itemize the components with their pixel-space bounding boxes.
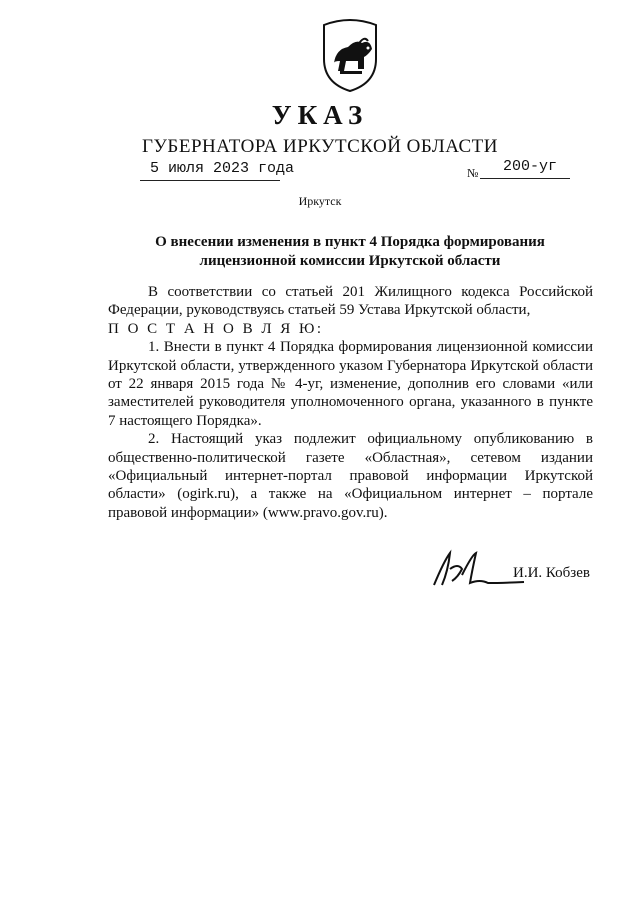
document-number: 200-уг [503, 158, 558, 175]
number-underline [480, 178, 570, 179]
item-2-paragraph: 2. Настоящий указ подлежит официальному опубликованию в общественно-политической газете «Областная», сетевом издании «Официальный интернет-портал правовой информации Иркутской области» (ogirk.ru), а также на «Официальном интернет – портале правовой информации» (www.pravo.gov.ru). [108, 431, 593, 521]
document-heading [100, 233, 600, 271]
signer-name: И.И. Кобзев [513, 565, 590, 581]
number-sign: № [467, 166, 479, 180]
document-date: 5 июля 2023 года [150, 160, 295, 177]
item-1-paragraph: 1. Внести в пункт 4 Порядка формирования лицензионной комиссии Иркутской области, утвержденного указом Губернатора Иркутской области от 22 января 2015 года № 4-уг, изменение, дополнив его словами «или заместителей руководителя уполномоченного органа, указанного в пункте 7 настоящего Порядка». [108, 339, 593, 429]
document-body [108, 283, 593, 522]
document-city: Иркутск [298, 194, 342, 208]
decree-word: П О С Т А Н О В Л Я Ю: [108, 320, 324, 337]
document-title: УКАЗ [271, 100, 369, 130]
document-subtitle: ГУБЕРНАТОРА ИРКУТСКОЙ ОБЛАСТИ [142, 136, 498, 157]
coat-of-arms-icon [318, 15, 382, 93]
date-underline [140, 180, 280, 181]
heading-line-2: лицензионной комиссии Иркутской области [199, 253, 501, 269]
preamble-paragraph: В соответствии со статьей 201 Жилищного кодекса Российской Федерации, руководствуясь статьей 59 Устава Иркутской области, [108, 284, 593, 319]
heading-line-1: О внесении изменения в пункт 4 Порядка формирования [155, 234, 545, 250]
